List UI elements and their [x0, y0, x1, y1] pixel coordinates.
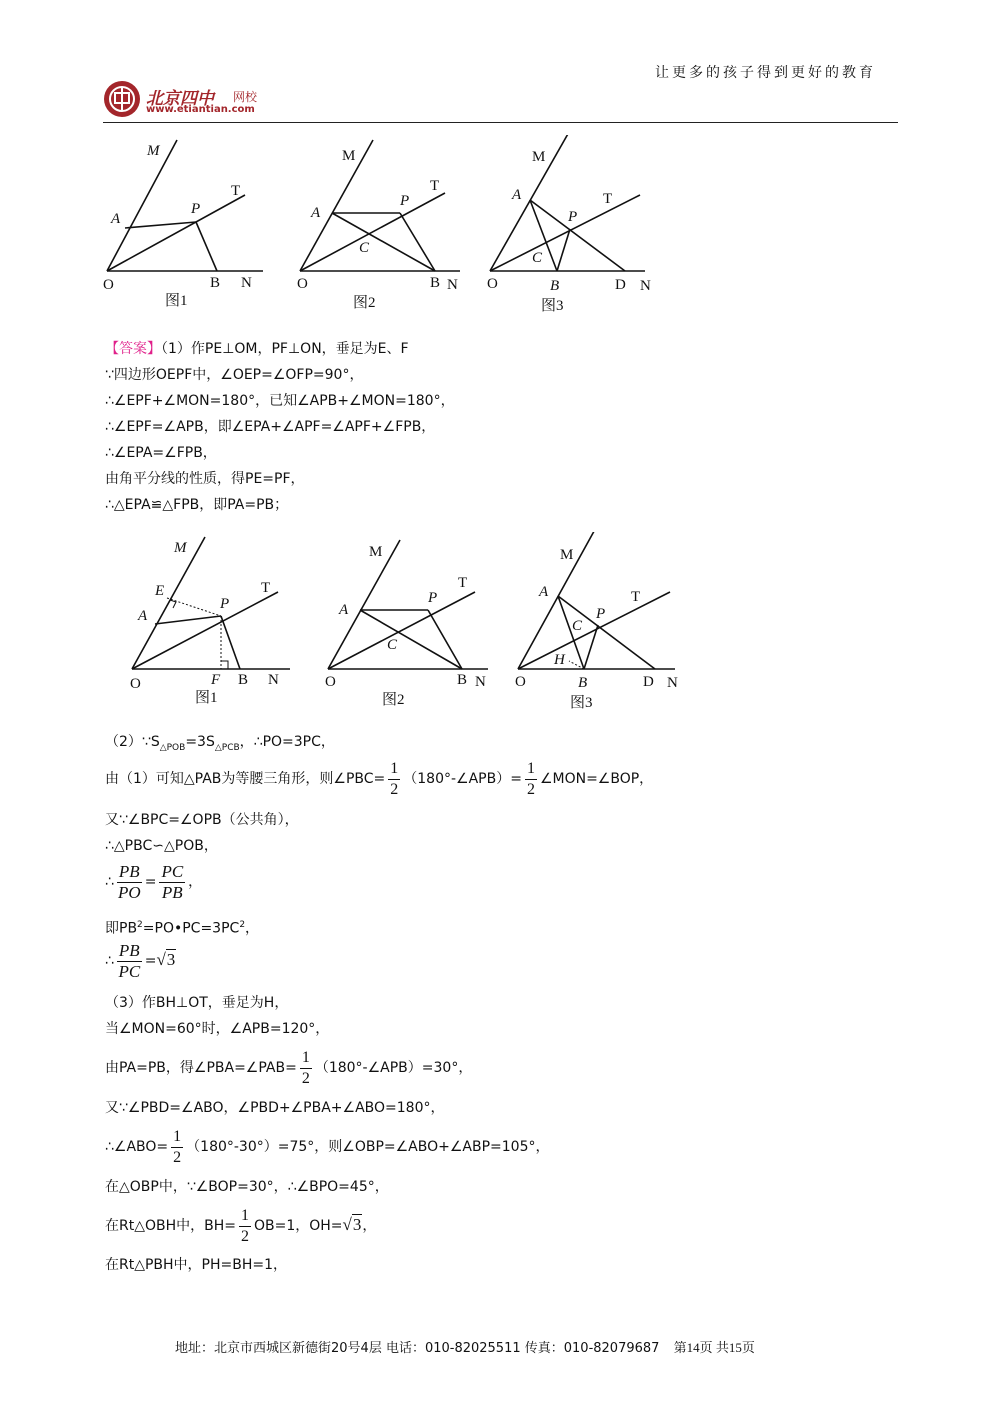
svg-text:T: T: [458, 575, 468, 591]
text: OB=1，OH=: [254, 1218, 343, 1234]
text: （180°-∠APB）=: [403, 771, 522, 787]
svg-text:O: O: [130, 676, 141, 692]
answer-line: 在Rt△PBH中，PH=BH=1，: [105, 1257, 288, 1273]
numerator: 1: [171, 1127, 183, 1148]
numerator: PB: [118, 940, 140, 960]
numerator: PB: [118, 861, 140, 881]
svg-text:C: C: [572, 618, 583, 634]
answer-line: [105, 938, 176, 983]
svg-text:B: B: [457, 672, 468, 688]
numerator: 1: [300, 1048, 312, 1069]
text: ，: [362, 1218, 377, 1234]
svg-text:T: T: [603, 191, 613, 207]
svg-text:N: N: [667, 675, 678, 691]
svg-text:C: C: [387, 637, 398, 653]
text: ，: [245, 920, 260, 937]
text: ∴∠ABO=: [105, 1139, 169, 1155]
text: =PO•PC=3PC: [142, 920, 240, 937]
svg-text:T: T: [231, 183, 241, 199]
sqrt: [343, 1214, 363, 1234]
numerator: PC: [161, 861, 184, 881]
svg-text:B: B: [238, 672, 249, 688]
denominator: 2: [526, 780, 535, 798]
text: =: [144, 874, 157, 890]
sqrt-sign: √: [342, 1215, 352, 1234]
svg-text:M: M: [369, 544, 383, 560]
answer-tag: 【答案】: [105, 341, 161, 357]
fraction: [117, 862, 142, 903]
text: （180°-30°）=75°，则∠OBP=∠ABO+∠ABP=105°，: [186, 1139, 550, 1155]
svg-text:A: A: [539, 584, 549, 600]
numerator: 1: [525, 759, 537, 780]
svg-text:B: B: [550, 278, 560, 294]
svg-text:H: H: [554, 652, 565, 668]
fraction-half: [388, 759, 400, 800]
svg-text:N: N: [241, 275, 252, 291]
text: ∠MON=∠BOP，: [539, 771, 654, 787]
denominator: 2: [390, 780, 399, 798]
svg-text:A: A: [512, 187, 522, 203]
answer-line: [105, 733, 335, 757]
svg-text:A: A: [138, 608, 148, 624]
text: 由（1）可知△PAB为等腰三角形，则∠PBC=: [105, 771, 386, 787]
answer-line-1: [105, 340, 409, 358]
fraction: [159, 862, 185, 903]
text: （180°-∠APB）=30°，: [314, 1060, 473, 1076]
footer-address: 地址：北京市西城区新德街20号4层 电话：010-82025511 传真：010-82079687: [175, 1341, 660, 1356]
svg-text:图2: 图2: [353, 295, 376, 311]
svg-text:图1: 图1: [165, 293, 188, 309]
svg-text:图3: 图3: [541, 298, 564, 314]
answer-line: ∴∠EPA=∠FPB，: [105, 445, 217, 461]
answer-line: （3）作BH⊥OT，垂足为H，: [105, 995, 289, 1011]
text: 在Rt△OBH中，BH=: [105, 1218, 236, 1234]
footer-page-number: 第14页 共15页: [673, 1340, 755, 1355]
svg-text:O: O: [103, 277, 114, 293]
svg-text:A: A: [111, 211, 121, 227]
page-footer: [175, 1337, 755, 1356]
logo-text: 北京四中: [146, 89, 214, 109]
answer-line: 又∵∠PBD=∠ABO，∠PBD+∠PBA+∠ABO=180°，: [105, 1100, 445, 1116]
svg-text:B: B: [578, 675, 588, 691]
svg-text:B: B: [210, 275, 221, 291]
answer-line: 由角平分线的性质，得PE=PF，: [105, 471, 305, 487]
text: =3S: [185, 734, 215, 750]
answer-line: ∴△EPA≌△FPB，即PA=PB；: [105, 497, 289, 513]
answer-line: [105, 860, 202, 904]
svg-text:T: T: [430, 178, 440, 194]
fraction-half: [300, 1048, 312, 1089]
svg-text:A: A: [311, 205, 321, 221]
subscript: △PCB: [214, 742, 240, 753]
svg-text:N: N: [268, 672, 279, 688]
svg-text:P: P: [191, 201, 201, 217]
answer-line: 当∠MON=60°时，∠APB=120°，: [105, 1021, 330, 1037]
numerator: 1: [239, 1206, 251, 1227]
denominator: PB: [161, 882, 183, 902]
answer-line: ∴∠EPF+∠MON=180°，已知∠APB+∠MON=180°，: [105, 393, 455, 409]
svg-text:N: N: [640, 278, 651, 294]
fraction-half: [525, 759, 537, 800]
svg-text:D: D: [643, 674, 654, 690]
svg-text:A: A: [339, 602, 349, 618]
fraction: [117, 941, 142, 982]
text: =: [144, 953, 157, 969]
superscript: 2: [239, 920, 246, 930]
text: 即PB: [105, 920, 138, 937]
svg-text:M: M: [532, 149, 546, 165]
logo-url: www.etiantian.com: [146, 104, 255, 115]
text: ∴: [105, 874, 114, 890]
answer-line: ∴∠EPF=∠APB，即∠EPA+∠APF=∠APF+∠FPB，: [105, 419, 436, 435]
svg-text:O: O: [297, 276, 308, 292]
denominator: 2: [241, 1227, 249, 1245]
svg-text:C: C: [359, 240, 370, 256]
svg-text:P: P: [568, 209, 578, 225]
radicand: 3: [166, 950, 176, 969]
answer-line: [105, 757, 653, 801]
svg-text:P: P: [400, 193, 410, 209]
text: （2）∵S: [105, 734, 160, 750]
svg-text:O: O: [487, 276, 498, 292]
answer-text: （1）作PE⊥OM，PF⊥ON，垂足为E、F: [161, 341, 409, 357]
svg-text:O: O: [515, 674, 526, 690]
fraction-half: [239, 1206, 251, 1247]
numerator: 1: [388, 759, 400, 780]
denominator: 2: [173, 1148, 182, 1166]
svg-text:N: N: [447, 277, 458, 293]
svg-text:O: O: [325, 674, 336, 690]
svg-text:T: T: [261, 580, 271, 596]
text: ∴: [105, 953, 114, 969]
answer-figures: [120, 532, 700, 717]
svg-text:F: F: [211, 672, 221, 688]
svg-text:M: M: [342, 148, 356, 164]
svg-text:M: M: [147, 143, 160, 159]
school-logo-icon: [103, 80, 141, 118]
logo-suffix: 网校: [233, 90, 258, 104]
fraction-half: [171, 1127, 183, 1168]
header-slogan: 让更多的孩子得到更好的教育: [655, 65, 876, 81]
denominator: PC: [118, 961, 141, 981]
svg-text:E: E: [155, 583, 165, 599]
svg-text:P: P: [428, 590, 438, 606]
answer-line: [105, 1125, 550, 1169]
svg-text:T: T: [631, 589, 641, 605]
denominator: 2: [301, 1069, 310, 1087]
svg-text:M: M: [174, 540, 187, 556]
text: 由PA=PB，得∠PBA=∠PAB=: [105, 1060, 297, 1076]
answer-line: 在△OBP中，∵∠BOP=30°，∴∠BPO=45°，: [105, 1179, 389, 1195]
text: ，: [188, 874, 203, 890]
answer-line: 又∵∠BPC=∠OPB（公共角），: [105, 812, 299, 828]
svg-text:D: D: [615, 277, 626, 293]
problem-figures: [95, 135, 675, 315]
svg-text:M: M: [560, 547, 574, 563]
svg-text:P: P: [220, 596, 230, 612]
answer-line: [105, 1203, 376, 1248]
svg-text:N: N: [475, 674, 486, 690]
radicand: 3: [352, 1215, 362, 1234]
sqrt-sign: √: [156, 950, 166, 969]
subscript: △POB: [159, 742, 186, 753]
answer-line: [105, 1046, 472, 1090]
sqrt: [156, 949, 176, 969]
svg-text:B: B: [430, 275, 441, 291]
svg-text:图2: 图2: [382, 692, 405, 708]
svg-text:图3: 图3: [570, 695, 593, 711]
svg-text:C: C: [532, 250, 543, 266]
denominator: PO: [117, 882, 141, 902]
answer-line: ∵四边形OEPF中，∠OEP=∠OFP=90°，: [105, 367, 364, 383]
answer-line: ∴△PBC∽△POB，: [105, 838, 218, 854]
text: ，∴PO=3PC，: [239, 734, 335, 750]
svg-text:P: P: [596, 606, 606, 622]
header-divider: [103, 122, 898, 123]
svg-text:图1: 图1: [195, 690, 218, 706]
superscript: 2: [137, 920, 143, 930]
answer-line: [105, 916, 259, 938]
